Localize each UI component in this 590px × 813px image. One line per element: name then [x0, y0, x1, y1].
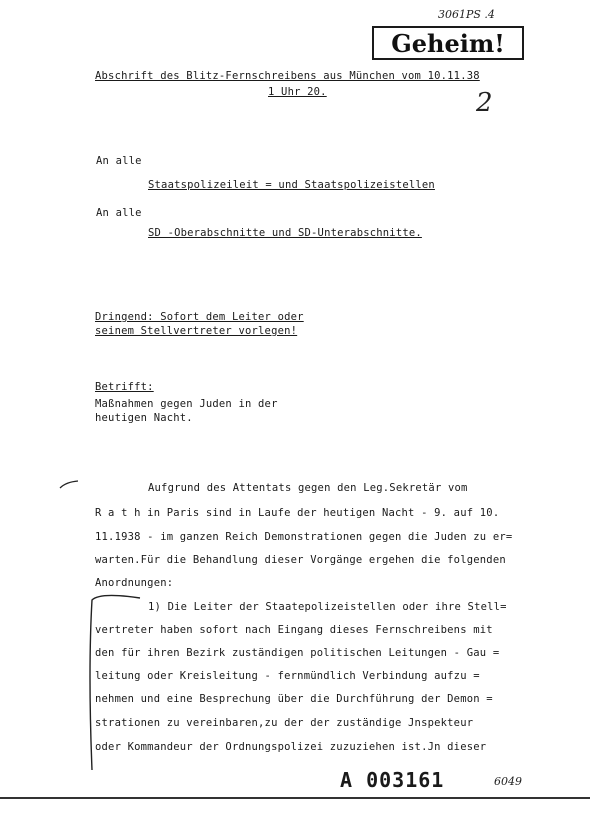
body-line: leitung oder Kreisleitung - fernmündlich Verbindung aufzu = [95, 670, 480, 682]
addressee-label-1: An alle [96, 155, 142, 167]
secret-stamp [372, 26, 524, 60]
margin-bracket-mark [80, 590, 150, 780]
body-line: R a t h in Paris sind in Laufe der heutigen Nacht - 9. auf 10. [95, 507, 500, 519]
document-number: A 003161 [340, 768, 445, 792]
document-heading: Abschrift des Blitz-Fernschreibens aus München vom 10.11.38 [95, 70, 480, 82]
secret-stamp-text: Geheim! [391, 29, 505, 58]
handwritten-footer-note: 6049 [494, 775, 522, 788]
body-line: den für ihren Bezirk zuständigen politischen Leitungen - Gau = [95, 647, 500, 659]
addressee-label-2: An alle [96, 207, 142, 219]
body-line: vertreter haben sofort nach Eingang dieses Fernschreibens mit [95, 624, 493, 636]
handwritten-reference: 3061PS .4 [438, 8, 495, 21]
handwritten-page-number: 2 [476, 88, 493, 118]
urgent-notice-line-1: Dringend: Sofort dem Leiter oder [95, 311, 304, 323]
urgent-notice-line-2: seinem Stellvertreter vorlegen! [95, 325, 298, 337]
body-line: oder Kommandeur der Ordnungspolizei zuzuziehen ist.Jn dieser [95, 741, 487, 753]
body-line: warten.Für die Behandlung dieser Vorgänge ergehen die folgenden [95, 554, 506, 566]
body-line: Anordnungen: [95, 577, 174, 589]
body-line: strationen zu vereinbaren,zu der der zuständige Jnspekteur [95, 717, 474, 729]
recipients-line-2: SD -Oberabschnitte und SD-Unterabschnitte. [148, 227, 422, 239]
document-heading-time: 1 Uhr 20. [268, 86, 327, 98]
margin-tick-mark [58, 478, 80, 492]
subject-line-2: heutigen Nacht. [95, 412, 193, 424]
recipients-line-1: Staatspolizeileit = und Staatspolizeistellen [148, 179, 435, 191]
body-line: Aufgrund des Attentats gegen den Leg.Sekretär vom [148, 482, 468, 494]
subject-label: Betrifft: [95, 381, 154, 393]
body-line: 11.1938 - im ganzen Reich Demonstrationen gegen die Juden zu er= [95, 531, 513, 543]
scan-bottom-edge [0, 797, 590, 799]
body-line: 1) Die Leiter der Staatepolizeistellen oder ihre Stell= [148, 601, 507, 613]
body-line: nehmen und eine Besprechung über die Durchführung der Demon = [95, 693, 493, 705]
subject-line-1: Maßnahmen gegen Juden in der [95, 398, 278, 410]
